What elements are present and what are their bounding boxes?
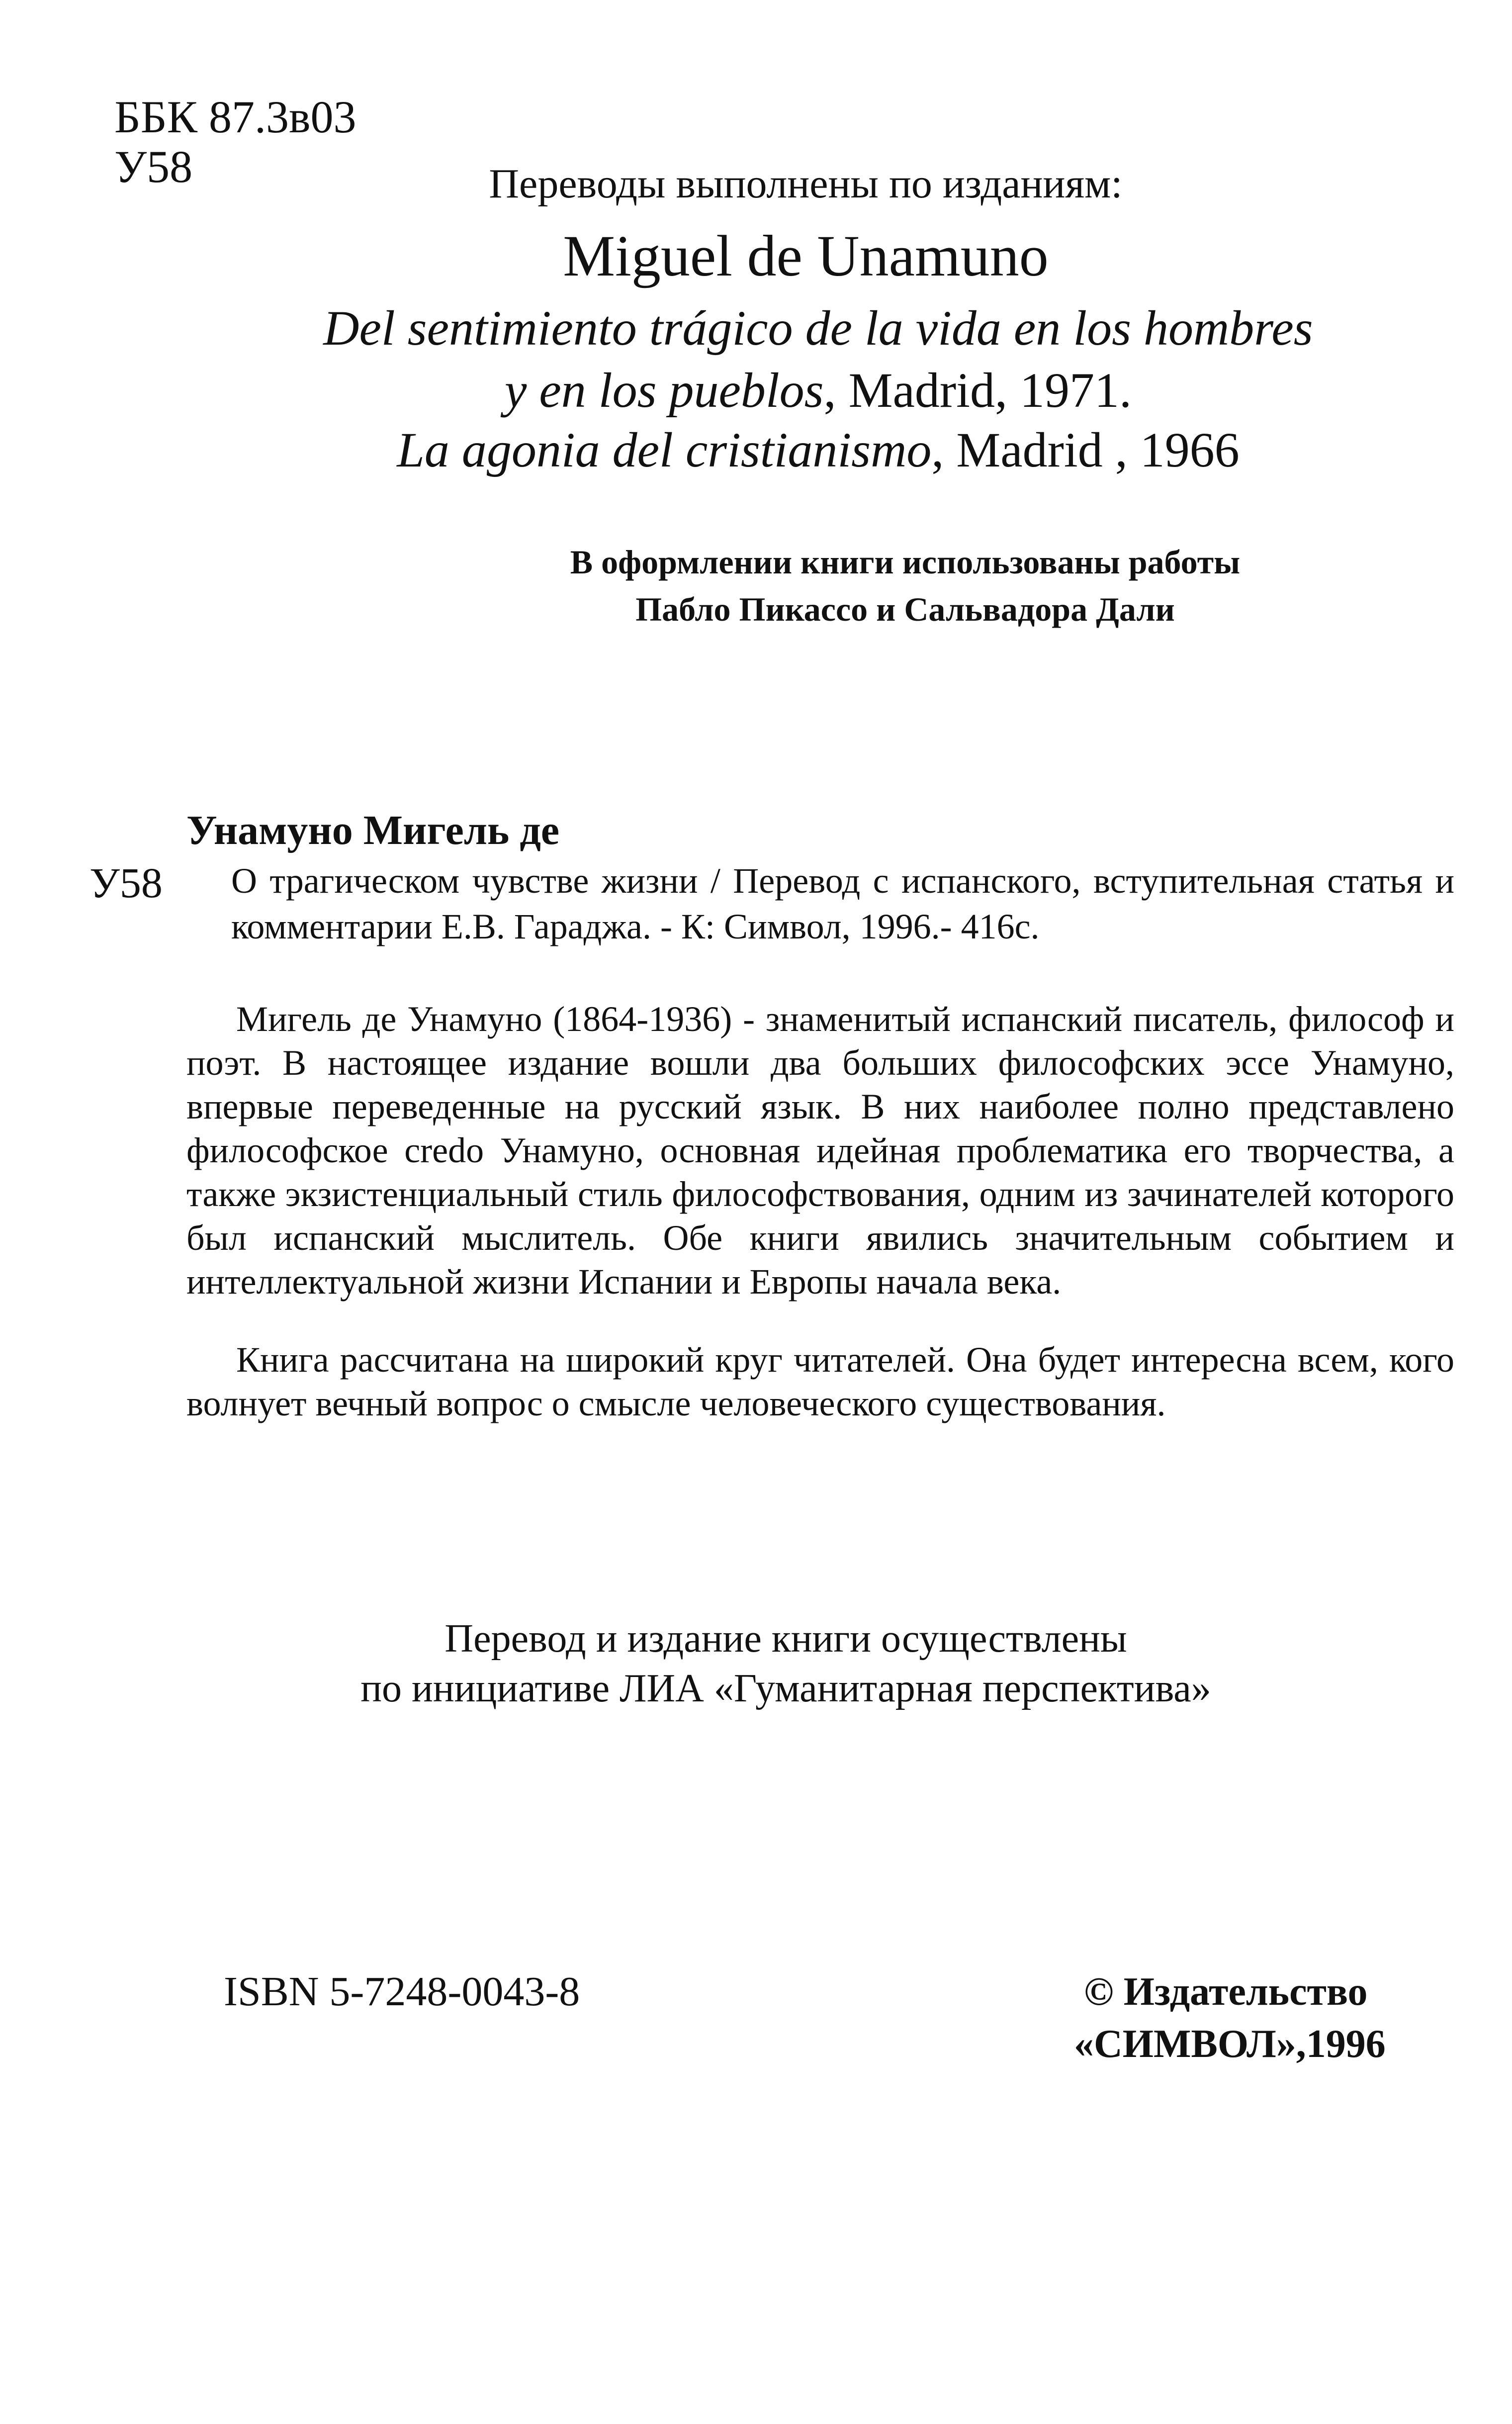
bbk-code: ББК 87.3в03 [114,92,356,142]
catalog-heading: Унамуно Мигель де [186,807,560,853]
original-work-1-title-line2 [0,358,1512,423]
work-1-title-part1: Del sentimiento trágico de la vida en los hombres [323,300,1313,356]
publication-note-line1: Перевод и издание книги осуществлены [445,1617,1127,1661]
author-mark-code: У58 [114,141,193,192]
copyright-line1: © Издательство [1084,1970,1368,2014]
isbn-number: ISBN 5-7248-0043-8 [224,1968,580,2015]
publication-note-line2: по инициативе ЛИА «Гуманитарная перспектива» [360,1667,1211,1710]
work-2-title: La agonia del cristianismo [397,422,932,477]
original-work-2 [0,418,1512,482]
annotation-paragraph-1: Мигель де Унамуно (1864-1936) - знаменитый испанский писатель, философ и поэт. В настоящее издание вошли два больших философских эссе Унамуно, впервые переведенные на русский язык. В них наиболее полно представлено философское credo Унамуно, основная идейная проблематика его творчества, а также экзистенциальный стиль философствования, одним из зачинателей которого был испанский мыслитель. Обе книги явились значительным событием и интеллектуальной жизни Испании и Европы начала века. [186,999,1454,1302]
work-2-imprint: , Madrid , 1966 [931,422,1240,477]
catalog-author-mark: У58 [89,859,163,907]
copyright-line2: «СИМВОЛ»,1996 [1074,2022,1386,2066]
bibliographic-description: О трагическом чувстве жизни / Перевод с испанского, вступительная статья и комментарии Е.В. Гараджа. - К: Символ, 1996.- 416с. [231,861,1454,946]
original-author-name: Miguel de Unamuno [563,223,1049,288]
original-work-1-title-line1 [0,296,1512,361]
design-note-line2: Пабло Пикассо и Сальвадора Дали [635,590,1175,628]
annotation-paragraph-2: Книга рассчитана на широкий круг читателей. Она будет интересна всем, кого волнует вечный вопрос о смысле человеческого существования. [186,1340,1454,1423]
design-note-line1: В оформлении книги использованы работы [570,543,1241,581]
work-1-title-part2: y en los pueblos [505,363,824,418]
work-1-imprint: , Madrid, 1971. [823,363,1132,418]
translation-source-note: Переводы выполнены по изданиям: [489,161,1123,207]
